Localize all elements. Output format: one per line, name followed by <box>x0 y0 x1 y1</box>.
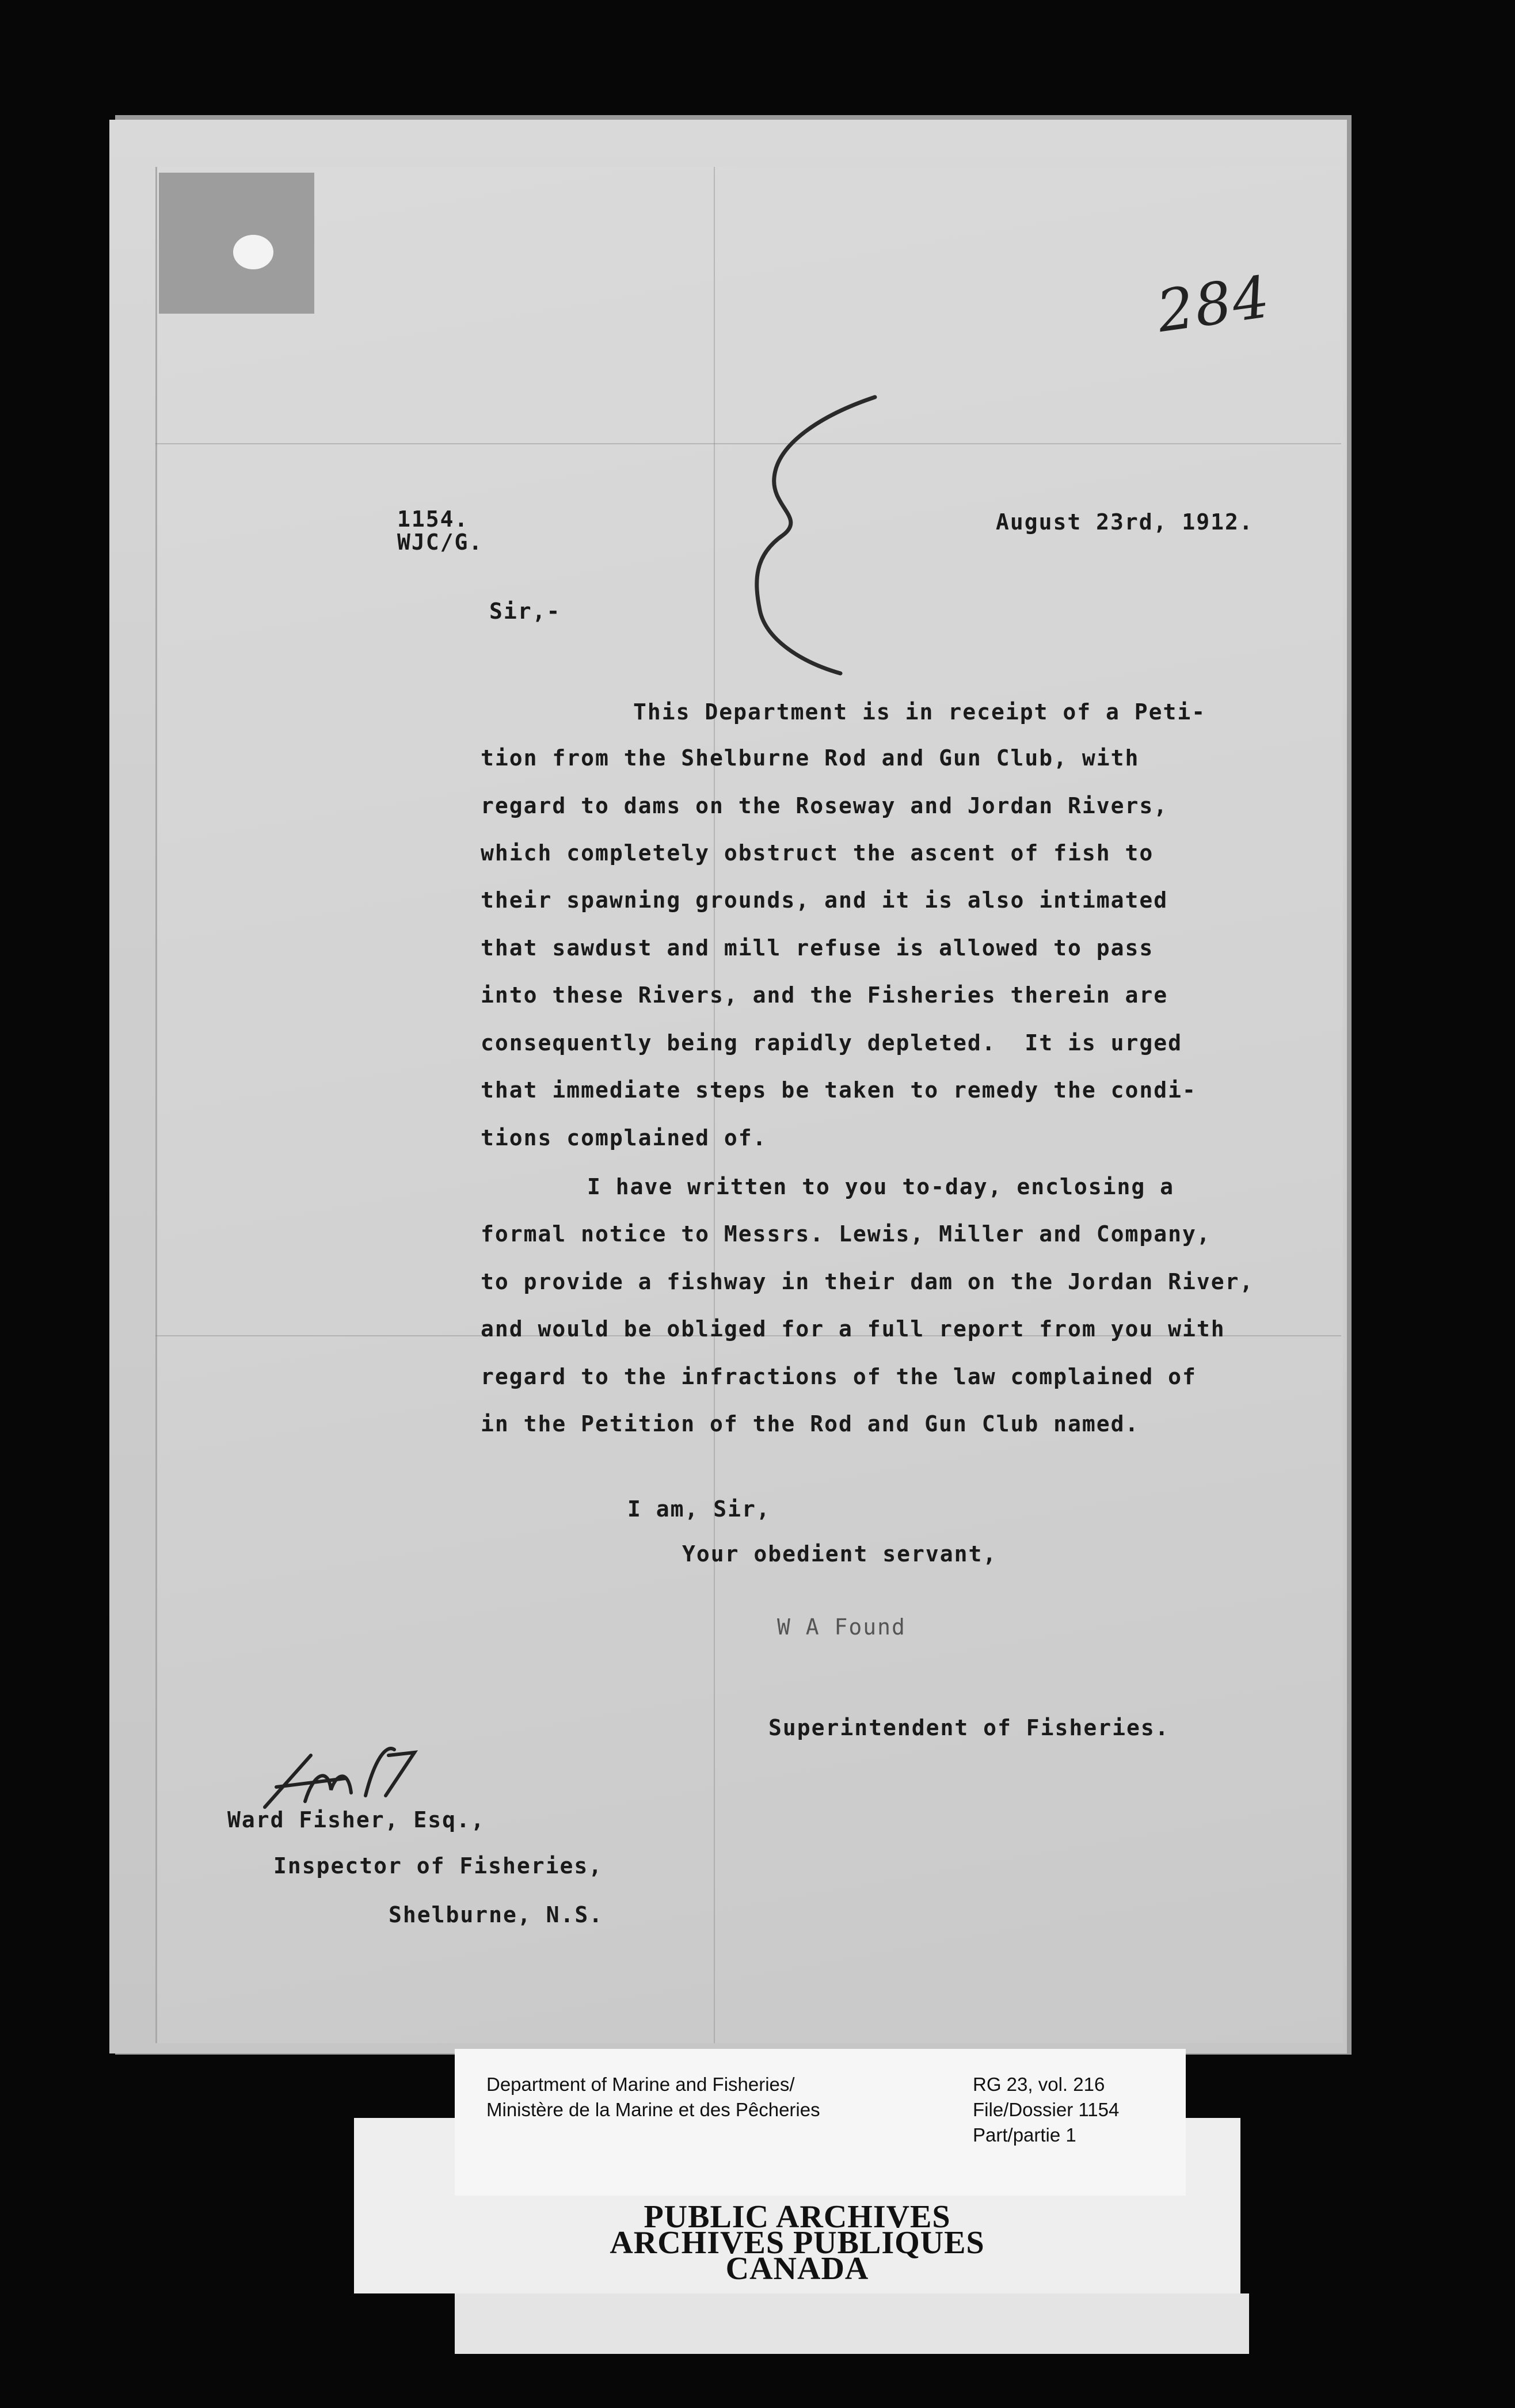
body-line: into these Rivers, and the Fisheries therein are <box>481 982 1168 1008</box>
body-line: which completely obstruct the ascent of fish to <box>481 840 1154 866</box>
addressee-name: Ward Fisher, Esq., <box>227 1807 485 1832</box>
body-line: to provide a fishway in their dam on the Jordan River, <box>481 1269 1254 1294</box>
body-line: consequently being rapidly depleted. It is urged <box>481 1030 1183 1056</box>
body-line: tions complained of. <box>481 1125 767 1150</box>
addressee-place: Shelburne, N.S. <box>389 1902 604 1927</box>
body-line: in the Petition of the Rod and Gun Club named. <box>481 1411 1140 1437</box>
fold-line <box>714 167 715 2043</box>
bottom-strip <box>455 2293 1249 2354</box>
body-line: regard to the infractions of the law complained of <box>481 1364 1197 1389</box>
file-dossier: File/Dossier 1154 <box>973 2099 1120 2120</box>
addressee-title: Inspector of Fisheries, <box>273 1853 603 1879</box>
archives-line-english: PUBLIC ARCHIVES <box>644 2199 951 2235</box>
archives-stamp <box>354 2118 1240 2293</box>
closing-line: I am, Sir, <box>627 1496 771 1522</box>
handwritten-bracket <box>720 391 892 691</box>
body-line: regard to dams on the Roseway and Jordan Rivers, <box>481 793 1168 818</box>
typist-initials: WJC/G. <box>397 529 484 555</box>
archives-line-french: ARCHIVES PUBLIQUES <box>610 2225 985 2261</box>
body-line: and would be obliged for a full report from you with <box>481 1316 1225 1342</box>
salutation: Sir,- <box>489 599 561 624</box>
punch-hole <box>233 235 273 269</box>
department-english: Department of Marine and Fisheries/ <box>486 2074 795 2095</box>
body-line: that sawdust and mill refuse is allowed to pass <box>481 935 1154 961</box>
department-names <box>486 2072 820 2123</box>
page-number: 284 <box>1152 262 1275 346</box>
closing-line: Your obedient servant, <box>682 1541 998 1567</box>
archives-line-country: CANADA <box>725 2251 869 2287</box>
letter-date: August 23rd, 1912. <box>996 509 1254 535</box>
part-partie: Part/partie 1 <box>973 2124 1076 2146</box>
body-line: This Department is in receipt of a Peti- <box>633 699 1206 725</box>
body-line: their spawning grounds, and it is also intimated <box>481 887 1168 913</box>
body-line: I have written to you to-day, enclosing a <box>587 1174 1174 1199</box>
file-reference: 1154. <box>397 506 469 532</box>
signer-title: Superintendent of Fisheries. <box>768 1715 1170 1740</box>
department-french: Ministère de la Marine et des Pêcheries <box>486 2099 820 2120</box>
initials-stroke <box>265 1748 414 1807</box>
body-line: that immediate steps be taken to remedy the condi- <box>481 1077 1197 1103</box>
handwritten-bracket-stroke <box>757 397 875 673</box>
body-line: tion from the Shelburne Rod and Gun Club, with <box>481 745 1140 771</box>
typed-signature: W A Found <box>777 1614 906 1640</box>
body-line: formal notice to Messrs. Lewis, Miller and Company, <box>481 1221 1211 1247</box>
record-group: RG 23, vol. 216 <box>973 2074 1105 2095</box>
